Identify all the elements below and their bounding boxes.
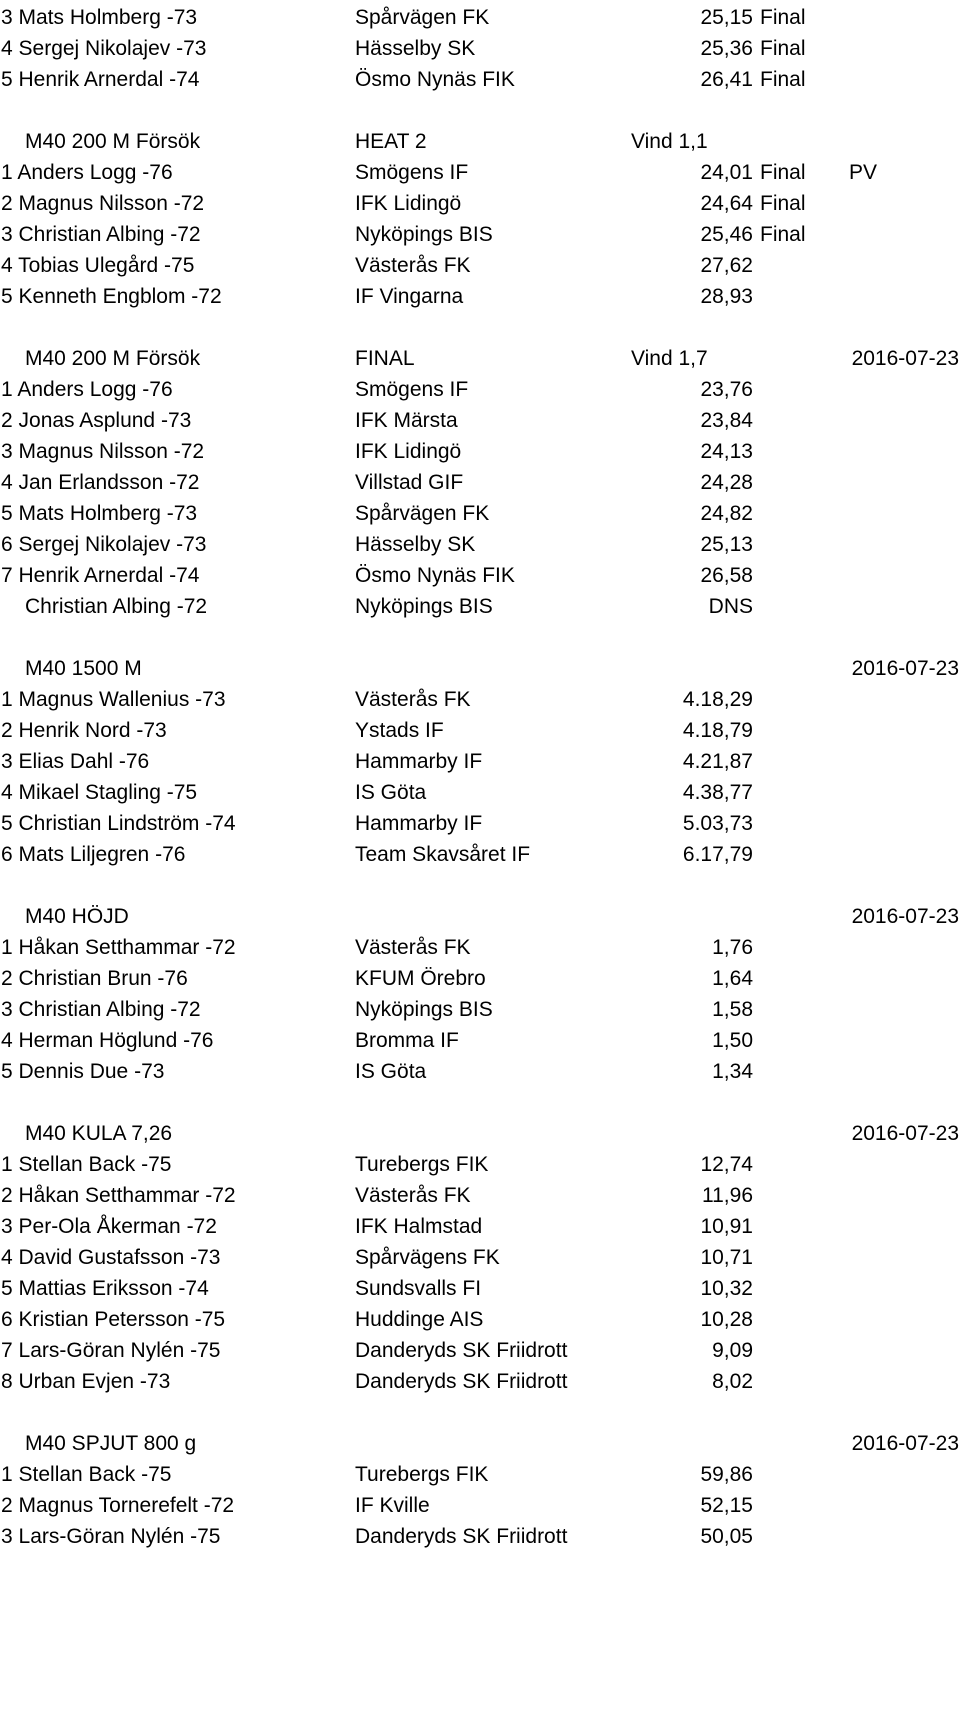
result-row — [0, 559, 960, 592]
event-title: M40 HÖJD — [25, 905, 129, 928]
result-value: 28,93 — [700, 285, 753, 308]
result-value: 1,34 — [712, 1060, 753, 1083]
result-value: 1,50 — [712, 1029, 753, 1052]
qualification-status: Final — [760, 223, 806, 246]
result-value: 26,58 — [700, 564, 753, 587]
result-row — [0, 218, 960, 251]
club-name: Huddinge AIS — [355, 1308, 484, 1331]
qualification-status: Final — [760, 192, 806, 215]
club-name: Ösmo Nynäs FIK — [355, 564, 515, 587]
event-title: M40 200 M Försök — [25, 347, 201, 370]
spacer — [0, 869, 960, 902]
result-row — [0, 745, 960, 778]
club-name: Hässelby SK — [355, 533, 476, 556]
result-row — [0, 714, 960, 747]
club-name: IS Göta — [355, 781, 427, 804]
qualification-status: Final — [760, 161, 806, 184]
event-date: 2016-07-23 — [851, 905, 959, 928]
club-name: Bromma IF — [355, 1029, 459, 1052]
athlete-name: 4 Jan Erlandsson -72 — [1, 471, 200, 494]
event-title: M40 SPJUT 800 g — [25, 1432, 197, 1455]
club-name: Danderyds SK Friidrott — [355, 1339, 568, 1362]
result-value: 6.17,79 — [682, 843, 753, 866]
club-name: Turebergs FIK — [355, 1153, 489, 1176]
event-header — [0, 1117, 960, 1150]
result-value: 4.18,29 — [682, 688, 753, 711]
athlete-name: 1 Stellan Back -75 — [1, 1463, 172, 1486]
result-value: 59,86 — [700, 1463, 753, 1486]
result-row — [0, 931, 960, 964]
club-name: Team Skavsåret IF — [355, 843, 531, 866]
result-row — [0, 280, 960, 313]
result-row — [0, 156, 960, 189]
athlete-name: 5 Mattias Eriksson -74 — [1, 1277, 209, 1300]
club-name: Västerås FK — [355, 936, 471, 959]
result-row — [0, 1179, 960, 1212]
athlete-name: 5 Dennis Due -73 — [1, 1060, 165, 1083]
athlete-name: 5 Kenneth Engblom -72 — [1, 285, 222, 308]
result-value: 10,91 — [700, 1215, 753, 1238]
result-value: 4.38,77 — [682, 781, 753, 804]
result-value: 10,28 — [700, 1308, 753, 1331]
result-row — [0, 528, 960, 561]
result-row — [0, 404, 960, 437]
event-date: 2016-07-23 — [851, 1432, 959, 1455]
athlete-name: 2 Christian Brun -76 — [1, 967, 188, 990]
athlete-name: 6 Kristian Petersson -75 — [1, 1308, 226, 1331]
club-name: IFK Lidingö — [355, 440, 462, 463]
result-value: 10,32 — [700, 1277, 753, 1300]
athlete-name: 2 Magnus Tornerefelt -72 — [1, 1494, 235, 1517]
club-name: IF Vingarna — [355, 285, 464, 308]
result-value: 24,82 — [700, 502, 753, 525]
athlete-name: 2 Henrik Nord -73 — [1, 719, 167, 742]
result-value: 25,36 — [700, 37, 753, 60]
athlete-name: 5 Henrik Arnerdal -74 — [1, 68, 200, 91]
result-value: 23,84 — [700, 409, 753, 432]
result-value: 50,05 — [700, 1525, 753, 1548]
club-name: Smögens IF — [355, 378, 469, 401]
club-name: Nyköpings BIS — [355, 223, 493, 246]
result-row — [0, 497, 960, 530]
club-name: Sundsvalls FI — [355, 1277, 482, 1300]
athlete-name: 1 Magnus Wallenius -73 — [1, 688, 226, 711]
club-name: Nyköpings BIS — [355, 998, 493, 1021]
athlete-name: 3 Elias Dahl -76 — [1, 750, 150, 773]
club-name: Hässelby SK — [355, 37, 476, 60]
event-header — [0, 900, 960, 933]
athlete-name: 1 Håkan Setthammar -72 — [1, 936, 236, 959]
club-name: IFK Märsta — [355, 409, 458, 432]
event-header — [0, 652, 960, 685]
club-name: Spårvägens FK — [355, 1246, 500, 1269]
athlete-name: 4 Tobias Ulegård -75 — [1, 254, 195, 277]
result-row — [0, 962, 960, 995]
club-name: Smögens IF — [355, 161, 469, 184]
result-value: 1,64 — [712, 967, 753, 990]
result-row — [0, 1334, 960, 1367]
result-value: 9,09 — [712, 1339, 753, 1362]
qualification-status: Final — [760, 37, 806, 60]
result-value: 10,71 — [700, 1246, 753, 1269]
result-row — [0, 1303, 960, 1336]
wind-reading: Vind 1,1 — [631, 130, 708, 153]
result-row — [0, 1, 960, 34]
result-row — [0, 807, 960, 840]
result-value: 24,28 — [700, 471, 753, 494]
result-row — [0, 1210, 960, 1243]
result-row — [0, 249, 960, 282]
result-row — [0, 1024, 960, 1057]
heat-label: HEAT 2 — [355, 130, 427, 153]
result-value: 52,15 — [700, 1494, 753, 1517]
spacer — [0, 94, 960, 127]
result-row — [0, 1489, 960, 1522]
club-name: IFK Halmstad — [355, 1215, 483, 1238]
event-title: M40 KULA 7,26 — [25, 1122, 173, 1145]
athlete-name: 4 Herman Höglund -76 — [1, 1029, 214, 1052]
athlete-name: 4 Mikael Stagling -75 — [1, 781, 198, 804]
result-value: 26,41 — [700, 68, 753, 91]
club-name: Ösmo Nynäs FIK — [355, 68, 515, 91]
event-date: 2016-07-23 — [851, 1122, 959, 1145]
event-title: M40 200 M Försök — [25, 130, 201, 153]
spacer — [0, 1396, 960, 1429]
result-row — [0, 373, 960, 406]
record-note: PV — [849, 161, 878, 184]
athlete-name: 6 Mats Liljegren -76 — [1, 843, 186, 866]
athlete-name: 3 Mats Holmberg -73 — [1, 6, 198, 29]
spacer — [0, 621, 960, 654]
event-date: 2016-07-23 — [851, 657, 959, 680]
result-row — [0, 466, 960, 499]
athlete-name: 2 Håkan Setthammar -72 — [1, 1184, 236, 1207]
club-name: Hammarby IF — [355, 750, 483, 773]
club-name: Nyköpings BIS — [355, 595, 493, 618]
event-header — [0, 125, 960, 158]
athlete-name: 4 David Gustafsson -73 — [1, 1246, 221, 1269]
athlete-name: 3 Christian Albing -72 — [1, 223, 201, 246]
event-title: M40 1500 M — [25, 657, 142, 680]
spacer — [0, 1086, 960, 1119]
athlete-name: 6 Sergej Nikolajev -73 — [1, 533, 207, 556]
club-name: Turebergs FIK — [355, 1463, 489, 1486]
qualification-status: Final — [760, 68, 806, 91]
club-name: Hammarby IF — [355, 812, 483, 835]
result-value: 24,64 — [700, 192, 753, 215]
result-row — [0, 63, 960, 96]
club-name: Västerås FK — [355, 1184, 471, 1207]
result-row — [0, 1458, 960, 1491]
result-value: 4.21,87 — [682, 750, 753, 773]
athlete-name: 2 Jonas Asplund -73 — [1, 409, 192, 432]
athlete-name: 1 Anders Logg -76 — [1, 161, 173, 184]
event-header — [0, 342, 960, 375]
result-value: 11,96 — [702, 1184, 753, 1207]
result-value: 1,76 — [712, 936, 753, 959]
result-row — [0, 187, 960, 220]
result-value: 25,13 — [700, 533, 753, 556]
athlete-name: 7 Henrik Arnerdal -74 — [1, 564, 200, 587]
club-name: Danderyds SK Friidrott — [355, 1370, 568, 1393]
club-name: Spårvägen FK — [355, 6, 490, 29]
club-name: IS Göta — [355, 1060, 427, 1083]
club-name: Ystads IF — [355, 719, 444, 742]
result-value: 4.18,79 — [682, 719, 753, 742]
club-name: IFK Lidingö — [355, 192, 462, 215]
athlete-name: 3 Lars-Göran Nylén -75 — [1, 1525, 221, 1548]
result-value: 25,46 — [700, 223, 753, 246]
heat-label: FINAL — [355, 347, 415, 370]
athlete-name: 1 Stellan Back -75 — [1, 1153, 172, 1176]
result-value: 25,15 — [700, 6, 753, 29]
athlete-name: 4 Sergej Nikolajev -73 — [1, 37, 207, 60]
club-name: Spårvägen FK — [355, 502, 490, 525]
club-name: KFUM Örebro — [355, 967, 486, 990]
result-value: 24,13 — [700, 440, 753, 463]
result-value: 23,76 — [700, 378, 753, 401]
result-value: 5.03,73 — [682, 812, 753, 835]
result-row — [0, 435, 960, 468]
athlete-name: 2 Magnus Nilsson -72 — [1, 192, 205, 215]
result-row — [0, 1055, 960, 1088]
result-row — [0, 1148, 960, 1181]
result-value: DNS — [708, 595, 753, 618]
result-row — [0, 1365, 960, 1398]
athlete-name: 3 Magnus Nilsson -72 — [1, 440, 205, 463]
result-row — [0, 993, 960, 1026]
result-value: 1,58 — [712, 998, 753, 1021]
event-date: 2016-07-23 — [851, 347, 959, 370]
result-value: 8,02 — [712, 1370, 753, 1393]
spacer — [0, 311, 960, 344]
result-row — [0, 32, 960, 65]
athlete-name: 5 Christian Lindström -74 — [1, 812, 236, 835]
athlete-name: Christian Albing -72 — [25, 595, 208, 618]
result-row — [0, 1241, 960, 1274]
club-name: Västerås FK — [355, 688, 471, 711]
athlete-name: 7 Lars-Göran Nylén -75 — [1, 1339, 221, 1362]
athlete-name: 3 Per-Ola Åkerman -72 — [1, 1215, 217, 1238]
club-name: Danderyds SK Friidrott — [355, 1525, 568, 1548]
result-row — [0, 1272, 960, 1305]
club-name: Villstad GIF — [355, 471, 464, 494]
athlete-name: 5 Mats Holmberg -73 — [1, 502, 198, 525]
wind-reading: Vind 1,7 — [631, 347, 708, 370]
athlete-name: 1 Anders Logg -76 — [1, 378, 173, 401]
result-row — [0, 776, 960, 809]
athlete-name: 8 Urban Evjen -73 — [1, 1370, 171, 1393]
result-value: 24,01 — [700, 161, 753, 184]
club-name: IF Kville — [355, 1494, 430, 1517]
result-value: 12,74 — [700, 1153, 753, 1176]
qualification-status: Final — [760, 6, 806, 29]
result-value: 27,62 — [700, 254, 753, 277]
result-row — [0, 1520, 960, 1553]
event-header — [0, 1427, 960, 1460]
result-row — [0, 838, 960, 871]
athlete-name: 3 Christian Albing -72 — [1, 998, 201, 1021]
result-row — [0, 683, 960, 716]
result-row — [0, 590, 960, 623]
club-name: Västerås FK — [355, 254, 471, 277]
